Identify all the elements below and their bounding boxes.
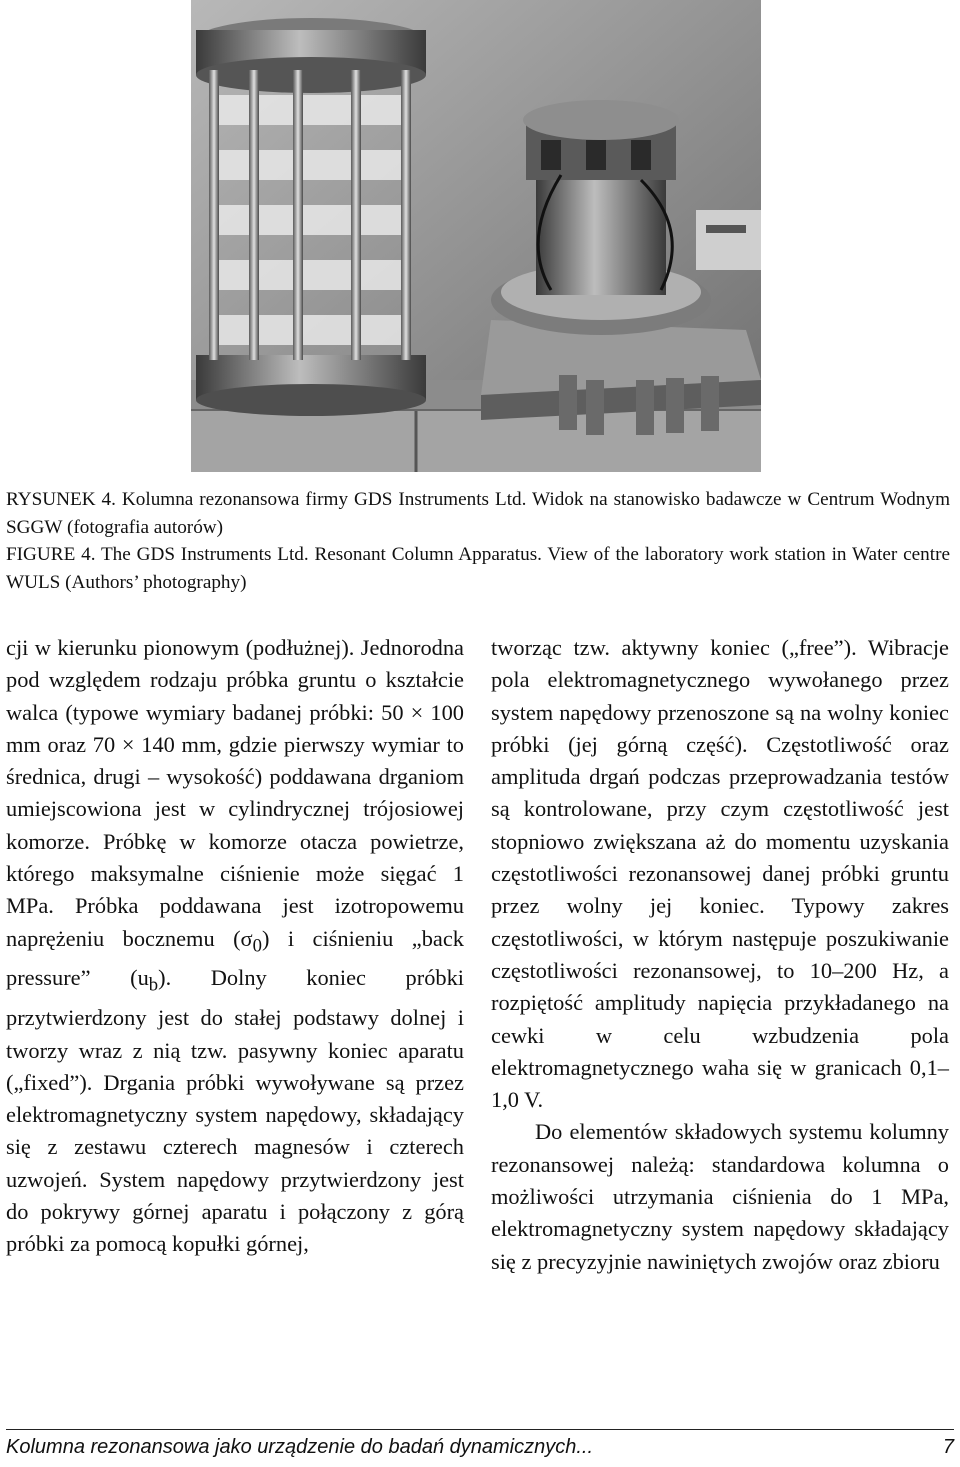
footer-rule <box>6 1429 954 1430</box>
sigma-subscript: 0 <box>252 935 262 957</box>
left-paragraph-text-3: ). Dolny koniec próbki przytwierdzony jest do stałej podstawy dolnej i tworzy wraz z nią tzw. pasywny koniec aparatu („fixed”). Drgania próbki wywoływane są przez elektromagnetyczny system napędowy, składający się z zestawu czterech magnesów i czterech uzwojeń. System napędowy przytwierdzony jest do pokrywy górnej aparatu i połączony z górą próbki za pomocą kopułki górnej, <box>6 965 465 1257</box>
right-column <box>491 632 949 1278</box>
left-paragraph-text-1: cji w kierunku pionowym (podłużnej). Jednorodna pod względem rodzaju próbka gruntu o kształcie walca (typowe wymiary badanej próbki: 50 × 100 mm oraz 70 × 140 mm, gdzie pierwszy wymiar to średnica, drugi – wysokość) poddawana drganiom umiejscowiona jest w cylindrycznej trójosiowej komorze. Próbkę w komorze otacza powietrze, którego maksymalne ciśnienie może sięgać 1 MPa. Próbka poddawana jest izotropowemu naprężeniu bocznemu (σ <box>6 635 464 951</box>
right-paragraph-2: Do elementów składowych systemu kolumny rezonansowej należą: standardowa kolumna o możliwości utrzymania ciśnienia do 1 MPa, elektromagnetyczny system napędowy składający się z precyzyjnie nawiniętych zwojów oraz zbioru <box>491 1119 949 1274</box>
right-paragraph-1: tworząc tzw. aktywny koniec („free”). Wibracje pola elektromagnetycznego wywołanego przez system napędowy przenoszone są na wolny koniec próbki (jej górną część). Częstotliwość oraz amplituda drgań podczas przeprowadzania testów są kontrolowane, przy czym częstotliwość jest stopniowo zwiększana aż do momentu uzyskania częstotliwości rezonansowej danej próbki gruntu przez wolny jej koniec. Typowy zakres częstotliwości, w którym następuje poszukiwanie częstotliwości rezonansowej, to 10–200 Hz, a rozpiętość amplitudy napięcia przykładanego na cewki w celu wzbudzenia pola elektromagnetycznego waha się w granicach 0,1–1,0 V. <box>491 635 949 1113</box>
page-number: 7 <box>942 1436 954 1458</box>
caption-polish: RYSUNEK 4. Kolumna rezonansowa firmy GDS Instruments Ltd. Widok na stanowisko badawcze w Centrum Wodnym SGGW (fotografia autorów) <box>6 489 950 538</box>
caption-english: FIGURE 4. The GDS Instruments Ltd. Resonant Column Apparatus. View of the laboratory work station in Water centre WULS (Authors’ photography) <box>6 544 950 593</box>
left-paragraph-text-2: ) i ciśnieniu „back pressure” (u <box>6 925 464 991</box>
left-column <box>6 632 464 1261</box>
figure-caption <box>6 486 950 596</box>
page-footer <box>6 1436 954 1464</box>
apparatus-photo-illustration <box>191 0 761 472</box>
left-paragraph <box>6 632 464 1261</box>
u-subscript: b <box>148 974 159 996</box>
figure-photo <box>191 0 761 472</box>
running-title: Kolumna rezonansowa jako urządzenie do badań dynamicznych... <box>6 1436 594 1458</box>
